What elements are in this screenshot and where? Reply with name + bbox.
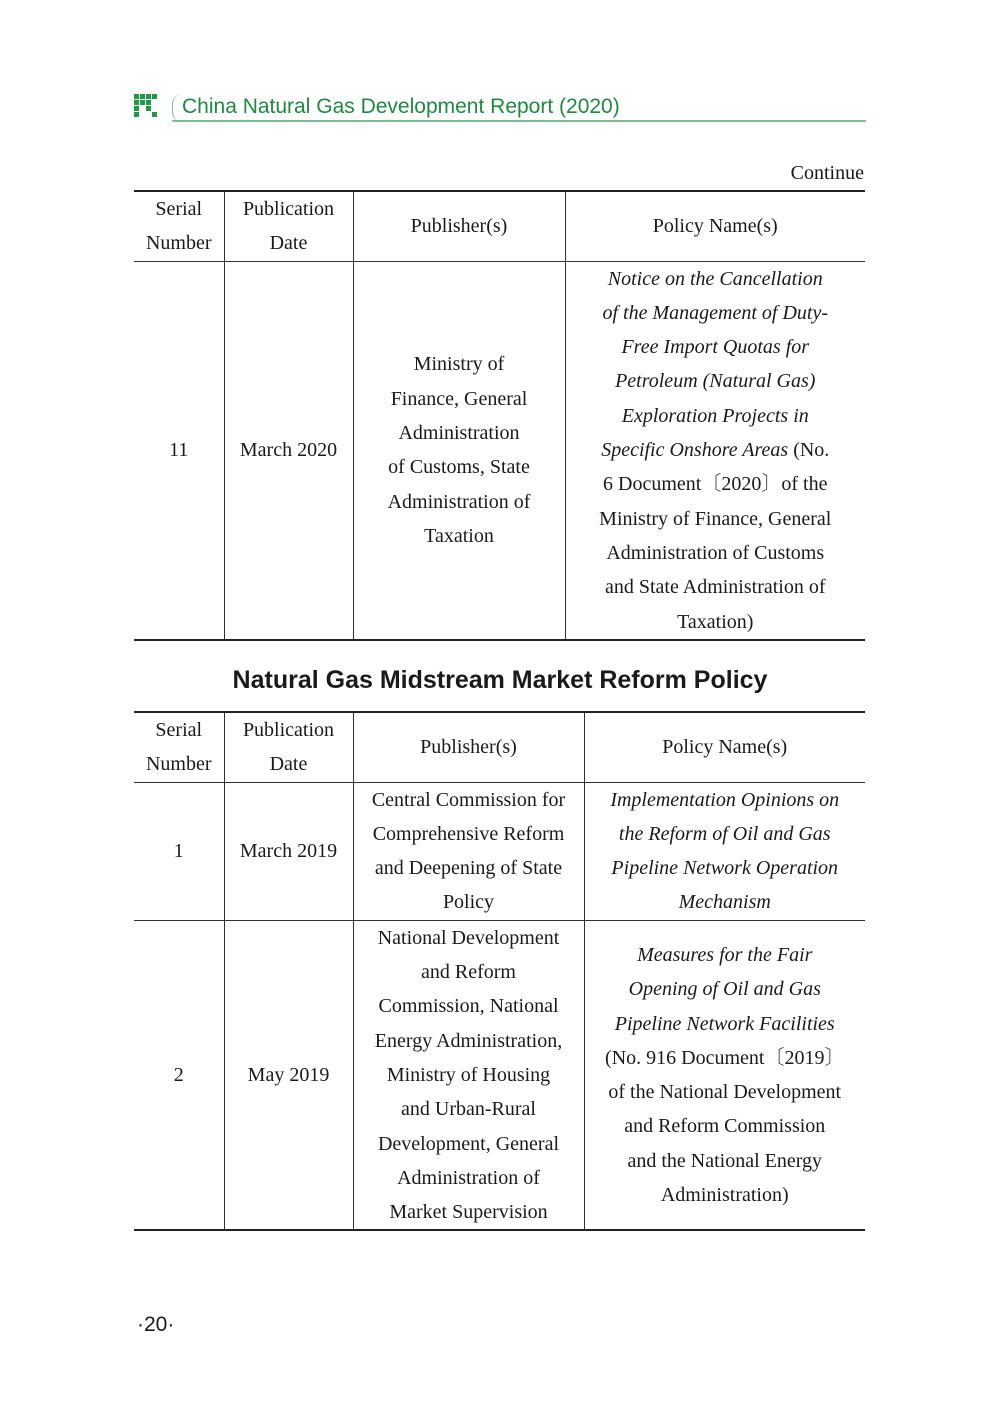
policy-title-text: Exploration Projects in [621,404,809,427]
policy-title-text: Notice on the Cancellation [607,267,823,290]
document-reference-line: and the National Energy [627,1149,823,1172]
cell-serial: 2 [134,920,224,1230]
policy-title-line [588,972,863,1006]
table-row [134,920,865,1230]
document-reference-line: (No. 916 Document〔2019〕 [605,1046,845,1069]
document-reference-line: 6 Document〔2020〕of the [603,473,828,496]
policy-title-line [588,938,863,972]
policy-title-line [588,817,863,851]
publisher-line: Ministry of Housing [386,1063,551,1086]
cell-date: May 2019 [224,920,353,1230]
table-row [134,261,865,640]
col-header-date: Publication Date [224,191,353,261]
col-header-publisher: Publisher(s) [353,712,584,782]
col-header-date: Publication Date [224,712,353,782]
cell-policy [565,261,865,640]
publisher-line: Policy [442,891,495,914]
running-header [134,94,866,126]
document-reference-line: Ministry of Finance, General [599,507,832,530]
policy-title-line [588,1007,863,1041]
policy-title-text: Petroleum (Natural Gas) [615,370,816,393]
publisher-line: Comprehensive Reform [372,822,565,845]
col-header-policy: Policy Name(s) [584,712,865,782]
document-reference-line: of the National Development [608,1081,842,1104]
policy-title-line [588,851,863,885]
policy-table-continued [134,190,865,641]
policy-title-line [569,364,863,398]
cell-date: March 2020 [224,261,353,640]
policy-title-text: the Reform of Oil and Gas [618,822,831,845]
publisher-line: Commission, National [378,995,559,1018]
publisher-line: Energy Administration, [374,1029,563,1052]
policy-title-line [569,296,863,330]
document-reference-line: Administration) [660,1184,789,1206]
publisher-line: Administration [398,421,520,444]
policy-title-text: Free Import Quotas for [621,336,810,359]
publisher-line: Administration of [397,1166,540,1189]
col-header-serial: Serial Number [134,191,224,261]
publisher-line: Central Commission for [371,788,566,811]
publisher-line: and Reform [421,961,516,984]
document-reference-line: and State Administration of [604,576,826,599]
policy-title-line [569,262,863,296]
publisher-line: Finance, General [390,387,528,410]
document-reference-line: Administration of Customs [606,541,825,564]
col-header-policy: Policy Name(s) [565,191,865,261]
document-number-start: (No. [788,439,830,462]
publisher-line: and Deepening of State [374,857,563,880]
cell-policy [584,920,865,1230]
policy-title-text: Implementation Opinions on [610,788,840,811]
midstream-policy-table [134,711,865,1231]
policy-title-text: of the Management of Duty- [602,301,828,324]
publisher-line: of Customs, State [388,456,530,479]
cell-policy [584,782,865,920]
cell-publisher [353,920,584,1230]
publisher-line: Market Supervision [389,1201,548,1224]
publisher-line: Development, General [377,1132,560,1155]
cell-date: March 2019 [224,782,353,920]
report-logo-icon [134,94,162,122]
policy-title-text: Pipeline Network Operation [611,857,839,880]
policy-title-line [569,433,863,467]
policy-title-text: Specific Onshore Areas [601,439,789,462]
table-header-row [134,712,865,782]
policy-title-line [569,399,863,433]
col-header-publisher: Publisher(s) [353,191,565,261]
policy-title-text: Mechanism [678,891,771,914]
table-header-row [134,191,865,261]
cell-serial: 1 [134,782,224,920]
publisher-line: Taxation [424,524,494,547]
report-title: China Natural Gas Development Report (2020) [182,95,620,118]
continue-label: Continue [790,162,864,184]
document-reference-line: Taxation) [677,610,754,633]
page-number: ·20· [137,1313,175,1336]
publisher-line: and Urban-Rural [401,1098,536,1121]
policy-title-text: Pipeline Network Facilities [614,1012,835,1035]
policy-title-line [588,885,863,919]
document-reference-line: and Reform Commission [624,1115,826,1138]
table-row [134,782,865,920]
col-header-serial: Serial Number [134,712,224,782]
policy-title-text: Opening of Oil and Gas [628,978,821,1001]
cell-publisher [353,782,584,920]
publisher-line: National Development [377,926,560,949]
cell-publisher [353,261,565,640]
policy-title-line [588,783,863,817]
policy-title-text: Measures for the Fair [637,943,813,966]
policy-title-line [569,330,863,364]
header-rule [172,120,866,122]
cell-serial: 11 [134,261,224,640]
publisher-line: Administration of [387,490,531,513]
publisher-line: Ministry of [413,353,505,376]
section-title: Natural Gas Midstream Market Reform Policy [232,666,768,694]
